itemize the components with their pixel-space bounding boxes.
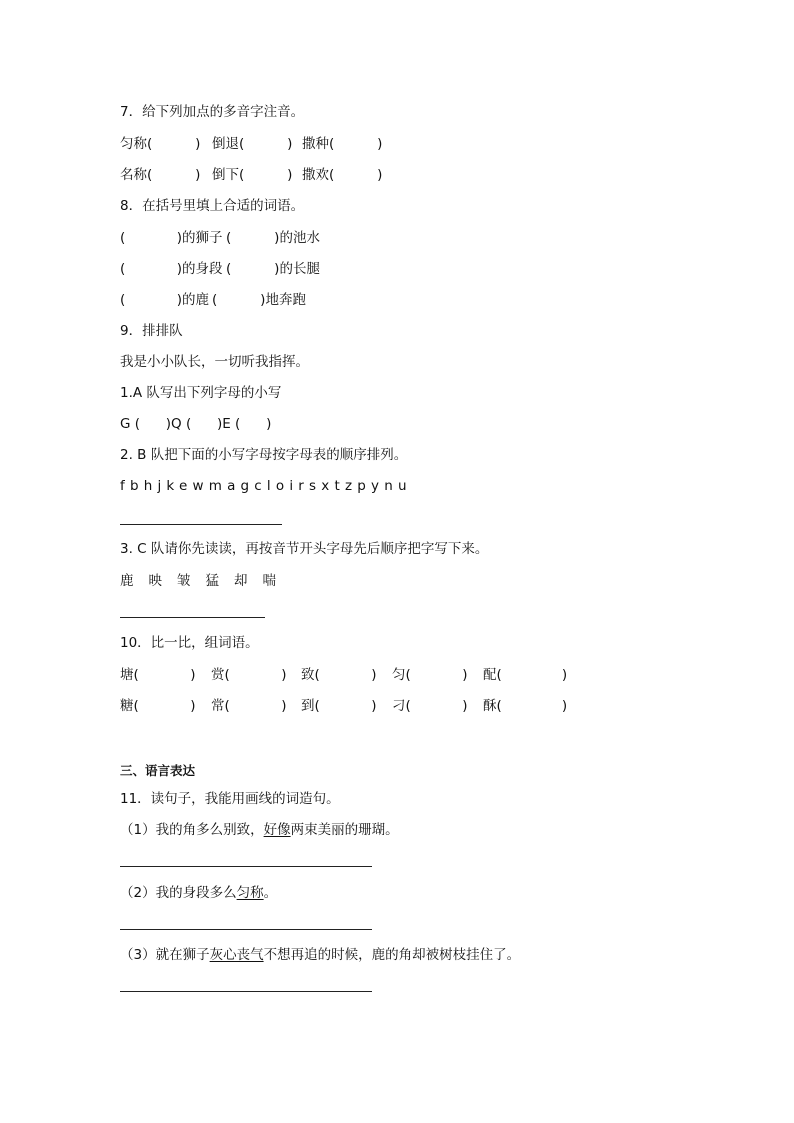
q10-r2-c3: 到( ) [301, 698, 377, 714]
s1-post: 两束美丽的珊瑚。 [290, 822, 399, 838]
q7-r1-c1: 匀称( ) [120, 136, 201, 152]
q11-sentence-3 [120, 947, 520, 963]
s1-answer-line[interactable] [120, 866, 372, 867]
q7-r1-c3: 撒种( ) [302, 136, 383, 152]
s1-underlined-word: 好像 [263, 822, 291, 838]
q8-r2-c1: ( )的身段 [120, 261, 223, 277]
q10-r1-c1: 塘( ) [120, 667, 196, 683]
q9-a-line: G ( )Q ( )E ( ) [120, 416, 272, 432]
s3-underlined-word: 灰心丧气 [209, 947, 264, 963]
q10-r2-c2: 常( ) [211, 698, 287, 714]
q11-title: 11．读句子，我能用画线的词造句。 [120, 791, 340, 807]
q9-b-title: 2. B 队把下面的小写字母按字母表的顺序排列。 [120, 447, 408, 463]
q11-sentence-1 [120, 822, 399, 838]
q9-title: 9．排排队 [120, 323, 183, 339]
s2-answer-line[interactable] [120, 929, 372, 930]
q10-r1-c5: 配( ) [483, 667, 568, 683]
q7-title: 7．给下列加点的多音字注音。 [120, 104, 305, 120]
q7-r2-c1: 名称( ) [120, 167, 201, 183]
s2-post: 。 [263, 885, 278, 901]
q9-c-answer-line[interactable] [120, 617, 265, 618]
q10-r2-c5: 酥( ) [483, 698, 568, 714]
q7-r2-c3: 撒欢( ) [302, 167, 383, 183]
s3-answer-line[interactable] [120, 991, 372, 992]
q10-r1-c2: 赏( ) [211, 667, 287, 683]
q10-r1-c3: 致( ) [301, 667, 377, 683]
q9-b-answer-line[interactable] [120, 524, 282, 525]
q10-r1-c4: 匀( ) [392, 667, 468, 683]
s3-pre: （3）就在狮子 [120, 947, 210, 963]
q9-intro: 我是小小队长，一切听我指挥。 [120, 354, 309, 370]
q9-c-chars: 鹿映皱猛却喘 [120, 573, 291, 589]
q8-r3-c1: ( )的鹿 [120, 292, 210, 308]
q8-r3-c2: ( )地奔跑 [212, 292, 306, 308]
q10-r2-c1: 糖( ) [120, 698, 196, 714]
s3-post: 不想再追的时候，鹿的角却被树枝挂住了。 [263, 947, 521, 963]
q7-r2-c2: 倒下( ) [212, 167, 293, 183]
s2-pre: （2）我的身段多么 [120, 885, 237, 901]
q8-title: 8．在括号里填上合适的词语。 [120, 198, 305, 214]
q10-r2-c4: 刁( ) [392, 698, 468, 714]
q8-r2-c2: ( )的长腿 [226, 261, 320, 277]
q9-b-letters: fbhjkewmagcloirsxtzpynu [120, 478, 412, 494]
q8-r1-c1: ( )的狮子 [120, 230, 223, 246]
section3-heading: 三、语言表达 [120, 763, 196, 778]
q9-a-title: 1.A 队写出下列字母的小写 [120, 385, 282, 401]
q9-c-title: 3. C 队请你先读读，再按音节开头字母先后顺序把字写下来。 [120, 541, 489, 557]
s1-pre: （1）我的角多么别致， [120, 822, 264, 838]
q11-sentence-2 [120, 885, 277, 901]
s2-underlined-word: 匀称 [236, 885, 264, 901]
q7-r1-c2: 倒退( ) [212, 136, 293, 152]
q10-title: 10．比一比，组词语。 [120, 635, 259, 651]
q8-r1-c2: ( )的池水 [226, 230, 320, 246]
